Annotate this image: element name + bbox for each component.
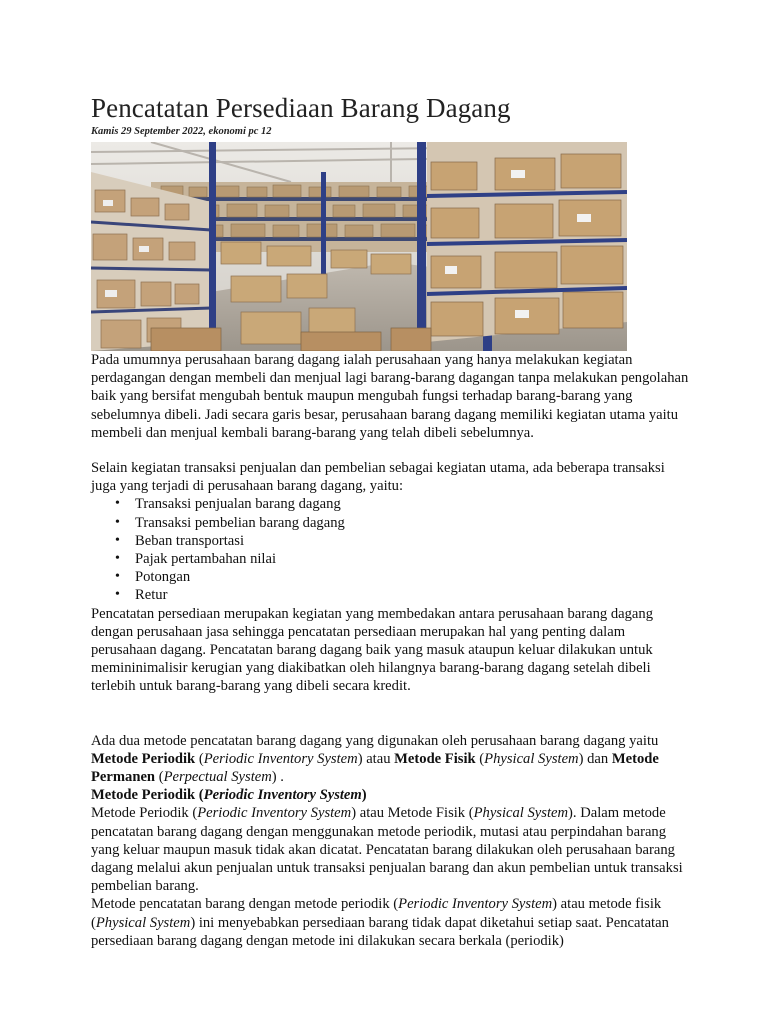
section-heading: Metode Periodik (Periodic Inventory System): [91, 787, 367, 804]
warehouse-photo-icon: [91, 142, 627, 351]
paragraph-intro: Pada umumnya perusahaan barang dagang ialah perusahaan yang hanya melakukan kegiatan perdagangan dengan membeli dan menjual lagi barang-barang dagangan tanpa melakukan pengolahan baik yang bersifat mengubah bentuk maupun mengubah fungsi terhadap barang-barang yang sebelumnya dibeli. Jadi secara garis besar, perusahaan barang dagang memiliki kegiatan utama yaitu membeli dan menjual kembali barang-barang yang telah dibeli sebelumnya.: [91, 352, 689, 441]
list-item: • Pajak pertambahan nilai: [135, 550, 691, 568]
list-item: • Beban transportasi: [135, 532, 691, 550]
transaction-list: [91, 495, 691, 604]
paragraph-transactions: Selain kegiatan transaksi penjualan dan pembelian sebagai kegiatan utama, ada beberapa transaksi juga yang terjadi di perusahaan barang dagang, yaitu:: [91, 460, 665, 495]
article-meta: Kamis 29 September 2022, ekonomi pc 12: [91, 126, 272, 137]
list-item: • Transaksi penjualan barang dagang: [135, 495, 691, 513]
list-item: • Potongan: [135, 568, 691, 586]
list-item: • Transaksi pembelian barang dagang: [135, 514, 691, 532]
list-item: • Retur: [135, 586, 691, 604]
paragraph-methods: Ada dua metode pencatatan barang dagang yang digunakan oleh perusahaan barang dagang yaitu Metode Periodik (Periodic Inventory System) atau Metode Fisik (Physical System) dan Metode Permanen (Perpectual System) .: [91, 732, 659, 786]
paragraph-periodic: Metode Periodik (Periodic Inventory System) atau Metode Fisik (Physical System). Dalam metode pencatatan barang dagang dengan menggunakan metode periodik, mutasi atau perpindahan barang yang keluar maupun masuk tidak akan dicatat. Pencatatan barang dilakukan oleh perusahaan barang dagang melalui akun penjualan untuk transaksi penjualan barang dan akun pembelian untuk transaksi pembelian barang.: [91, 805, 683, 895]
paragraph-periodic-effect: Metode pencatatan barang dengan metode periodik (Periodic Inventory System) atau metode fisik (Physical System) ini menyebabkan persediaan barang tidak dapat diketahui setiap saat. Pencatatan persediaan barang dagang dengan metode ini dilakukan secara berkala (periodik): [91, 896, 669, 949]
document-page: [91, 92, 691, 950]
paragraph-inventory: Pencatatan persediaan merupakan kegiatan yang membedakan antara perusahaan barang dagang dengan perusahaan jasa sehingga pencatatan persediaan merupakan hal yang penting dalam perusahaan dagang. Pencatatan barang dagang baik yang masuk ataupun keluar dilakukan untuk memininimalisir kerugian yang diakibatkan oleh hilangnya barang-barang dagang setelah dibeli terlebih untuk barang-barang yang dibeli secara kredit.: [91, 605, 653, 695]
article-title: Pencatatan Persediaan Barang Dagang: [91, 93, 511, 123]
